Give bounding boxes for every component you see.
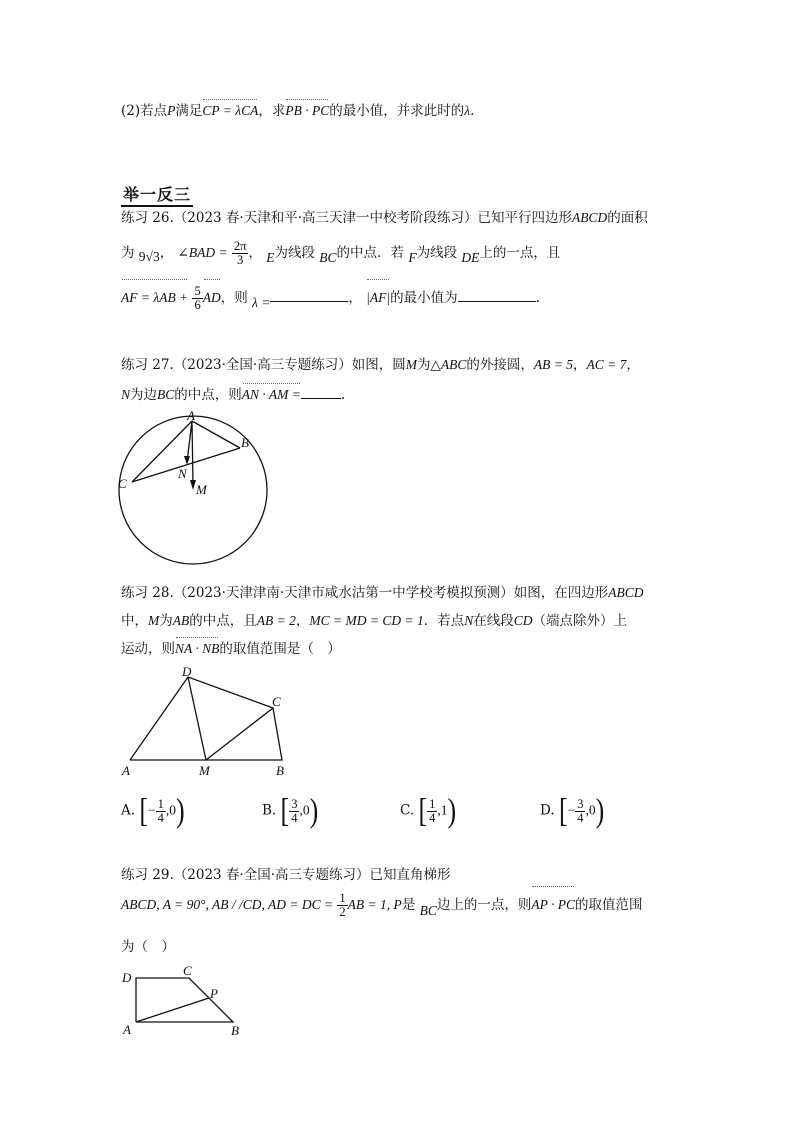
right-paren: ): [309, 791, 319, 830]
q2-mid: 满足: [175, 103, 203, 119]
ex28-equalities: MC = MD = CD = 1: [309, 613, 424, 628]
ex26-angle-fraction: [232, 240, 249, 267]
ex27-l1e: ，: [626, 357, 640, 373]
option-a[interactable]: [121, 791, 185, 830]
segment-mc: [206, 708, 273, 760]
ex29-line3: [121, 938, 175, 956]
ex26-area-value: 9√3: [138, 249, 160, 264]
ex28-l1a: 练习 28.（2023·天津津南·天津市咸水沽第一中学校考模拟预测）如图，在四边形: [121, 585, 609, 601]
ex27-l1c: 的外接圆，: [466, 357, 534, 373]
ex27-bc: BC: [157, 387, 175, 402]
ex27-n: N: [121, 387, 131, 402]
option-a-fraction: [156, 798, 166, 825]
ex28-l2c: 的中点，且: [189, 613, 257, 629]
ex26-l3g: 的最小值为: [390, 290, 458, 306]
ex28-cd: CD: [513, 613, 533, 628]
label-d: D: [182, 665, 192, 679]
ex29-line1: [121, 866, 451, 884]
option-a-sign: −: [148, 802, 156, 818]
option-c-num: 1: [429, 796, 436, 811]
ex28-l2f: 在线段: [473, 613, 514, 629]
ex29-head: 练习 29.（2023 春·全国·高三专题练习）已知直角梯形: [121, 867, 451, 883]
ex28-l2b: 为: [159, 613, 173, 629]
ex26-area: 的面积: [607, 210, 648, 226]
ex27-m: M: [405, 357, 417, 372]
ex26-l2h: 上的一点，且: [479, 245, 561, 261]
ex29-dot-product: AP · PC: [531, 889, 575, 921]
ex28-l2d: ，: [295, 613, 310, 629]
ex26-angle: ∠BAD =: [177, 245, 228, 260]
ex26-bc: BC: [319, 250, 337, 265]
segment-dm: [188, 677, 206, 760]
option-b[interactable]: [262, 791, 319, 830]
label-c: C: [118, 476, 127, 491]
option-b-fraction: [289, 798, 299, 825]
ex28-l2a: 中，: [121, 613, 148, 629]
ex27-ab: AB = 5: [533, 357, 573, 372]
figure-29: [115, 962, 255, 1042]
label-b: B: [241, 435, 249, 450]
label-d: D: [122, 970, 132, 985]
right-paren: ): [447, 791, 457, 830]
ex28-l2g: （端点除外）上: [532, 613, 627, 629]
ex26-de: DE: [461, 250, 480, 265]
option-c-den: 4: [429, 810, 436, 825]
option-b-den: 4: [291, 810, 298, 825]
ex29-line2: [121, 889, 642, 921]
option-a-den: 4: [157, 810, 164, 825]
label-c: C: [272, 694, 281, 709]
ex26-coef-fraction: [192, 285, 202, 312]
ex28-ab-eq: AB = 2: [256, 613, 296, 628]
ex26-ad: AD: [203, 282, 221, 314]
ex29-l2e: 的取值范围: [574, 897, 643, 913]
ex29-fnum: 1: [339, 891, 346, 905]
ex28-n: N: [464, 613, 474, 628]
ex28-l3b: 的取值范围是（ ）: [219, 641, 341, 657]
trapezoid-abcd: [136, 978, 233, 1022]
label-m: M: [199, 763, 210, 778]
vector-am: [192, 421, 193, 486]
ex27-dot-product: AN · AM =: [241, 387, 301, 402]
ex26-line3: [121, 282, 540, 314]
section-title: 举一反三: [121, 182, 193, 207]
ex26-l3e: ，: [348, 290, 362, 306]
left-bracket: [: [558, 791, 568, 830]
option-c-fraction: [427, 798, 437, 825]
figure-28: [110, 665, 310, 780]
option-b-label: B.: [262, 802, 277, 819]
option-d-sign: −: [567, 802, 576, 818]
ex28-line2: [121, 612, 627, 630]
q2-lambda: λ: [464, 103, 471, 118]
q2-dot-product: PB · PC: [285, 103, 330, 118]
ex26-fnum: 2π: [233, 239, 247, 253]
ex27-l2a: 为边: [130, 387, 158, 403]
ex26-l2a: 为: [121, 245, 135, 261]
label-a: A: [123, 1022, 131, 1037]
label-n: N: [178, 466, 187, 481]
ex26-l2e: 为线段: [274, 245, 315, 261]
option-a-tail: ,0: [165, 802, 177, 818]
ex26-fden: 3: [237, 253, 244, 267]
ex27-l2b: 的中点，则: [174, 387, 242, 403]
segment-ab: [192, 421, 240, 448]
ex26-lambda-eq: λ =: [252, 295, 271, 310]
option-d-den: 4: [577, 810, 584, 825]
q2-prefix: (2)若点: [121, 103, 168, 119]
ex26-l3h: .: [535, 290, 540, 306]
ex26-line2: [121, 238, 560, 268]
ex27-triangle: △ABC: [430, 357, 467, 372]
ex29-fden: 2: [339, 905, 346, 919]
ex26-head: 练习 26.（2023 春·天津和平·高三天津一中校考阶段练习）已知平行四边形: [121, 210, 572, 226]
ex26-l2g: 为线段: [416, 245, 458, 261]
label-p: P: [210, 986, 218, 1001]
ex26-l2f: 的中点．若: [336, 245, 405, 261]
option-d-label: D.: [540, 802, 555, 819]
left-bracket: [: [280, 791, 290, 830]
option-c-tail: ,1: [437, 802, 448, 818]
ex29-l3: 为（ ）: [121, 939, 175, 955]
ex26-line1: [121, 209, 648, 227]
ex29-conditions: ABCD, A = 90°, AB / /CD, AD = DC =: [121, 897, 334, 912]
ex28-abcd: ABCD: [608, 585, 644, 600]
label-b: B: [231, 1023, 239, 1038]
option-d-tail: ,0: [585, 802, 596, 818]
right-paren: ): [176, 791, 185, 830]
ex27-blank[interactable]: [301, 386, 341, 399]
point-p: P: [167, 103, 176, 118]
ex26-abcd: ABCD: [572, 210, 608, 225]
option-a-num: 1: [157, 796, 164, 811]
label-m: M: [196, 482, 207, 497]
ex26-blank-min[interactable]: [458, 289, 536, 302]
ex28-dot-product: NA · NB: [175, 641, 220, 656]
option-c[interactable]: [400, 791, 457, 830]
ex28-m: M: [148, 613, 160, 628]
figure-27: [110, 410, 280, 580]
ex29-l2d: 边上的一点，则: [436, 897, 532, 913]
ex26-f2num: 5: [194, 284, 201, 298]
q2-mid2: ，求: [258, 103, 286, 119]
ex26-l3c: ，则: [220, 290, 248, 306]
question-2: [121, 102, 474, 120]
ex27-l1d: ，: [572, 357, 587, 373]
ex28-line3: [121, 640, 341, 658]
ex26-e: E: [266, 250, 275, 265]
ex28-l2e: ．若点: [423, 613, 465, 629]
ex27-l1b: 为: [416, 357, 431, 373]
ex28-l3a: 运动，则: [121, 641, 175, 657]
ex26-f: F: [408, 250, 417, 265]
option-d-num: 3: [577, 796, 584, 811]
ex29-l2c: 是: [401, 897, 416, 913]
ex26-vector-eq: AF = λAB +: [121, 282, 188, 314]
ex27-l1a: 练习 27.（2023·全国·高三专题练习）如图，圆: [121, 357, 406, 373]
ex27-line2: [121, 386, 345, 404]
label-a: A: [187, 410, 195, 423]
q2-vector-eq: CP = λCA: [202, 103, 259, 118]
option-a-label: A.: [121, 802, 136, 819]
ex27-line1: [121, 356, 640, 374]
ex27-ac: AC = 7: [586, 357, 627, 372]
ex26-abs-af: |AF|: [366, 282, 390, 314]
ex26-f2den: 6: [194, 298, 201, 312]
ex29-conditions-2: AB = 1, P: [347, 897, 402, 912]
option-c-label: C.: [400, 802, 415, 819]
ex29-bc: BC: [419, 903, 437, 918]
option-d[interactable]: [540, 791, 605, 830]
ex28-ab: AB: [172, 613, 190, 628]
label-c: C: [183, 963, 192, 978]
option-b-tail: ,0: [299, 802, 310, 818]
ex27-l2c: .: [340, 387, 346, 403]
ex26-blank-lambda[interactable]: [270, 289, 348, 302]
left-bracket: [: [139, 791, 149, 830]
right-paren: ): [595, 791, 605, 830]
segment-ap: [136, 998, 209, 1022]
q2-end: .: [470, 103, 475, 119]
ex26-l2d: ，: [248, 245, 262, 261]
ex26-l2c: ，: [159, 245, 174, 261]
label-b: B: [276, 763, 284, 778]
ex29-fraction: [337, 892, 347, 919]
ex28-line1: [121, 584, 643, 602]
q2-suffix: 的最小值，并求此时的: [329, 103, 465, 119]
label-a: A: [122, 763, 130, 778]
option-d-fraction: [575, 798, 585, 825]
vector-an: [187, 421, 192, 462]
left-bracket: [: [418, 791, 428, 830]
option-b-num: 3: [291, 796, 298, 811]
